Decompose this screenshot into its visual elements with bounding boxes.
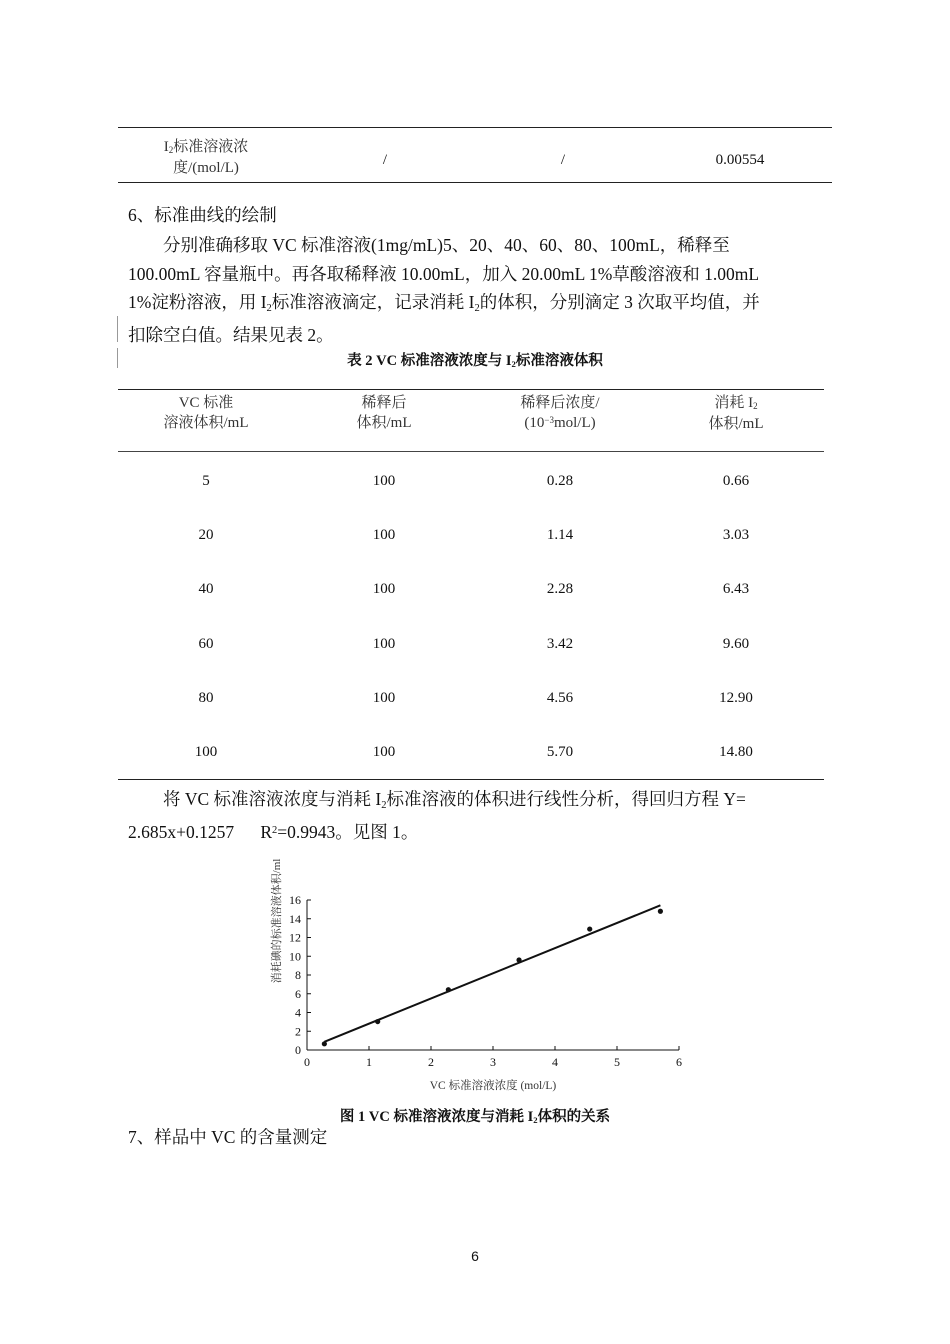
table2-top-rule: [118, 389, 824, 390]
x-tick-label: 1: [366, 1055, 372, 1069]
table2-cell: 9.60: [722, 635, 750, 652]
table2-cell: 0.28: [546, 473, 574, 489]
table1-top-rule: [118, 127, 832, 128]
table2-cell: 60: [198, 635, 214, 652]
table2-header-rule: [118, 451, 824, 452]
table1-cell-col4: 0.00554: [715, 152, 765, 168]
table2-cell: 100: [194, 744, 218, 760]
table2-cell: 4.56: [546, 689, 574, 706]
y-tick-label: 14: [289, 911, 301, 926]
regression-paragraph: 将 VC 标准溶液浓度与消耗 $I_2$标准溶液的体积进行线性分析，得回归方程 Y= 2.685x+0.1257 $R^2=0.9943$。见图 1。: [128, 789, 746, 842]
table2-cell: 5.70: [546, 744, 574, 760]
y-tick-label: 12: [289, 930, 301, 945]
data-point: [375, 1019, 380, 1024]
x-tick-label: 5: [614, 1055, 620, 1069]
section7-heading: 7、样品中 VC 的含量测定: [128, 1127, 328, 1147]
x-tick-label: 4: [552, 1055, 558, 1069]
table1-row-label: $I_2$标准溶液浓 度/(mol/L): [163, 139, 249, 176]
table2-header-col2: 稀释后 体积/mL: [356, 395, 412, 431]
x-axis-label: VC 标准溶液浓度 (mol/L): [429, 1080, 557, 1092]
section6-paragraph: 分别准确移取 VC 标准溶液(1mg/mL)5、20、40、60、80、100mL，稀释至 100.00mL 容量瓶中。再各取稀释液 10.00mL，加入 20.00mL 1%草酸溶液和 1.00mL 1%淀粉溶液，用 $I_2$标准溶液滴定，记录消耗 $I_2$的体积，分别滴定 3 次取平均值，并 扣除空白值。结果见表 2。: [128, 235, 760, 345]
data-point: [658, 909, 663, 914]
y-tick-label: 2: [295, 1024, 301, 1039]
y-axis-label: 消耗碘的标准溶液体积/ml: [271, 858, 283, 984]
x-tick-label: 0: [304, 1055, 310, 1069]
table2-cell: 100: [372, 744, 396, 760]
section6-heading: 6、标准曲线的绘制: [128, 205, 277, 225]
table2-cell: 3.42: [546, 635, 574, 652]
table2-cell: 3.03: [722, 527, 750, 544]
table2-cell: 1.14: [546, 527, 574, 544]
table2-cell: 100: [372, 581, 396, 598]
y-tick-label: 6: [295, 986, 301, 1001]
x-tick-label: 3: [490, 1055, 496, 1069]
table2-cell: 40: [198, 581, 214, 598]
x-tick-label: 2: [428, 1055, 434, 1069]
data-point: [516, 957, 521, 962]
y-tick-label: 4: [295, 1005, 301, 1020]
data-point: [446, 987, 451, 992]
table2-cell: 0.66: [722, 473, 750, 489]
table1-bottom-rule: [118, 182, 832, 183]
table2-header-col3: 稀释后浓度/ $(10^{-3}mol/L)$: [520, 395, 600, 431]
table2-cell: 6.43: [722, 581, 750, 598]
table2-cell: 80: [198, 689, 214, 706]
data-point: [322, 1041, 327, 1046]
table2-cell: 2.28: [546, 581, 574, 598]
table2-cell: 100: [372, 527, 396, 544]
table2-cell: 100: [372, 689, 396, 706]
table1-cell-col3: /: [560, 152, 566, 168]
table2-bottom-rule: [118, 779, 824, 780]
table2-cell: 14.80: [719, 744, 753, 760]
revision-mark: [117, 316, 118, 342]
data-point: [587, 926, 592, 931]
table2-cell: 100: [372, 473, 396, 489]
table2-cell: 100: [372, 635, 396, 652]
table2-cell: 12.90: [719, 689, 753, 706]
y-tick-label: 0: [295, 1043, 301, 1057]
x-tick-label: 6: [676, 1055, 682, 1069]
table1-cell-col2: /: [382, 152, 388, 168]
table2-header-col1: VC 标准 溶液体积/mL: [163, 395, 249, 431]
regression-line: [324, 905, 660, 1041]
y-tick-label: 16: [289, 893, 301, 907]
page-number: 6: [471, 1248, 479, 1264]
figure1-caption: 图 1 VC 标准溶液浓度与消耗 $I_2$体积的关系: [339, 1109, 611, 1126]
table2-cell: 5: [202, 473, 210, 489]
table2-cell: 20: [198, 527, 214, 544]
table2-caption: 表 2 VC 标准溶液浓度与 $I_2$标准溶液体积: [347, 353, 603, 370]
y-tick-label: 8: [295, 968, 301, 982]
table2-header-col4: 消耗 $I_2$ 体积/mL: [708, 395, 764, 432]
y-tick-label: 10: [289, 949, 301, 964]
